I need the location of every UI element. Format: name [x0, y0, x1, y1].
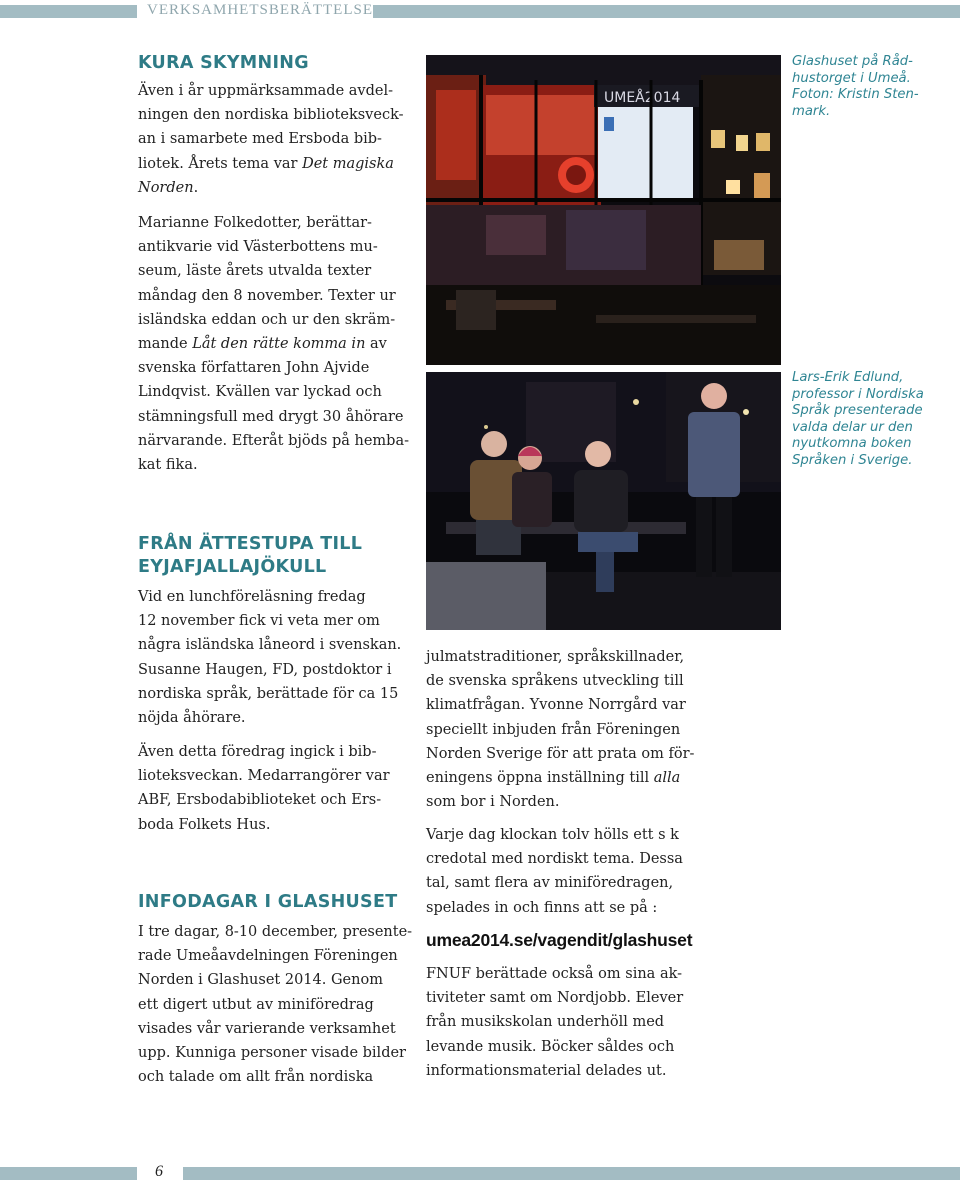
section-heading-attestupa: FRÅN ÄTTESTUPA TILL EYJAFJALLAJÖKULL: [138, 534, 363, 577]
continued-paragraph-1: julmatstraditioner, språkskillnader, de svenska språkens utveckling till klimatfrågan. Yvonne Norrgård var speciellt inbjuden från Föreningen Norden Sverige för att prata om för- eningens öppna inställning till alla som bor i Norden.: [426, 649, 695, 811]
page-number: 6: [155, 1163, 163, 1180]
header-title: VERKSAMHETSBERÄTTELSE: [147, 2, 374, 18]
footer-bar-left: [0, 1167, 137, 1180]
infodagar-paragraph-1: I tre dagar, 8-10 december, presente- rade Umeåavdelningen Föreningen Norden i Glashuset 2014. Genom ett digert utbut av miniföredrag visades vår varierande verksamhet upp. Kunniga personer visade bilder och talade om allt från nordiska: [138, 924, 413, 1086]
kura-paragraph-2: Marianne Folkedotter, berättar- antikvarie vid Västerbottens mu- seum, läste årets utvalda texter måndag den 8 november. Texter ur isländska eddan och ur den skräm- mande Låt den rätte komma in av svenska författaren John Ajvide Lindqvist. Kvällen var lyckad och stämningsfull med drygt 30 åhörare närvarande. Efteråt bjöds på hemba- kat fika.: [138, 215, 409, 474]
header-bar-right: [373, 5, 960, 18]
footer-bar-right: [183, 1167, 960, 1180]
glashuset-url: umea2014.se/vagendit/glashuset: [426, 930, 693, 950]
section-heading-kura: KURA SKYMNING: [138, 53, 309, 73]
svg-text:UMEÅ2014: UMEÅ2014: [604, 90, 681, 106]
audience-photo: [426, 372, 781, 630]
audience-photo-caption: Lars-Erik Edlund, professor i Nordiska Språk presenterade valda delar ur den nyutkomna boken Språken i Sverige.: [792, 370, 924, 468]
glashuset-photo-caption: Glashuset på Råd- hustorget i Umeå. Foton: Kristin Sten- mark.: [792, 54, 919, 119]
attestupa-paragraph-2: Även detta föredrag ingick i bib- lioteksveckan. Medarrangörer var ABF, Ersbodabiblioteket och Ers- boda Folkets Hus.: [138, 744, 390, 833]
attestupa-paragraph-1: Vid en lunchföreläsning fredag 12 november fick vi veta mer om några isländska låneord i svenskan. Susanne Haugen, FD, postdoktor i nordiska språk, berättade för ca 15 nöjda åhörare.: [138, 589, 402, 727]
kura-paragraph-1: Även i år uppmärksammade avdel- ningen den nordiska biblioteksveck- an i samarbete med Ersboda bib- liotek. Årets tema var Det magiska Norden.: [138, 83, 404, 196]
glashuset-photo: [426, 55, 781, 365]
section-heading-infodagar: INFODAGAR I GLASHUSET: [138, 892, 398, 912]
header-bar-left: [0, 5, 137, 18]
continued-paragraph-3: FNUF berättade också om sina ak- tiviteter samt om Nordjobb. Elever från musikskolan underhöll med levande musik. Böcker såldes och informationsmaterial delades ut.: [426, 966, 684, 1079]
continued-paragraph-2: Varje dag klockan tolv hölls ett s k credotal med nordiskt tema. Dessa tal, samt flera av miniföredragen, spelades in och finns att se på :: [426, 827, 683, 916]
